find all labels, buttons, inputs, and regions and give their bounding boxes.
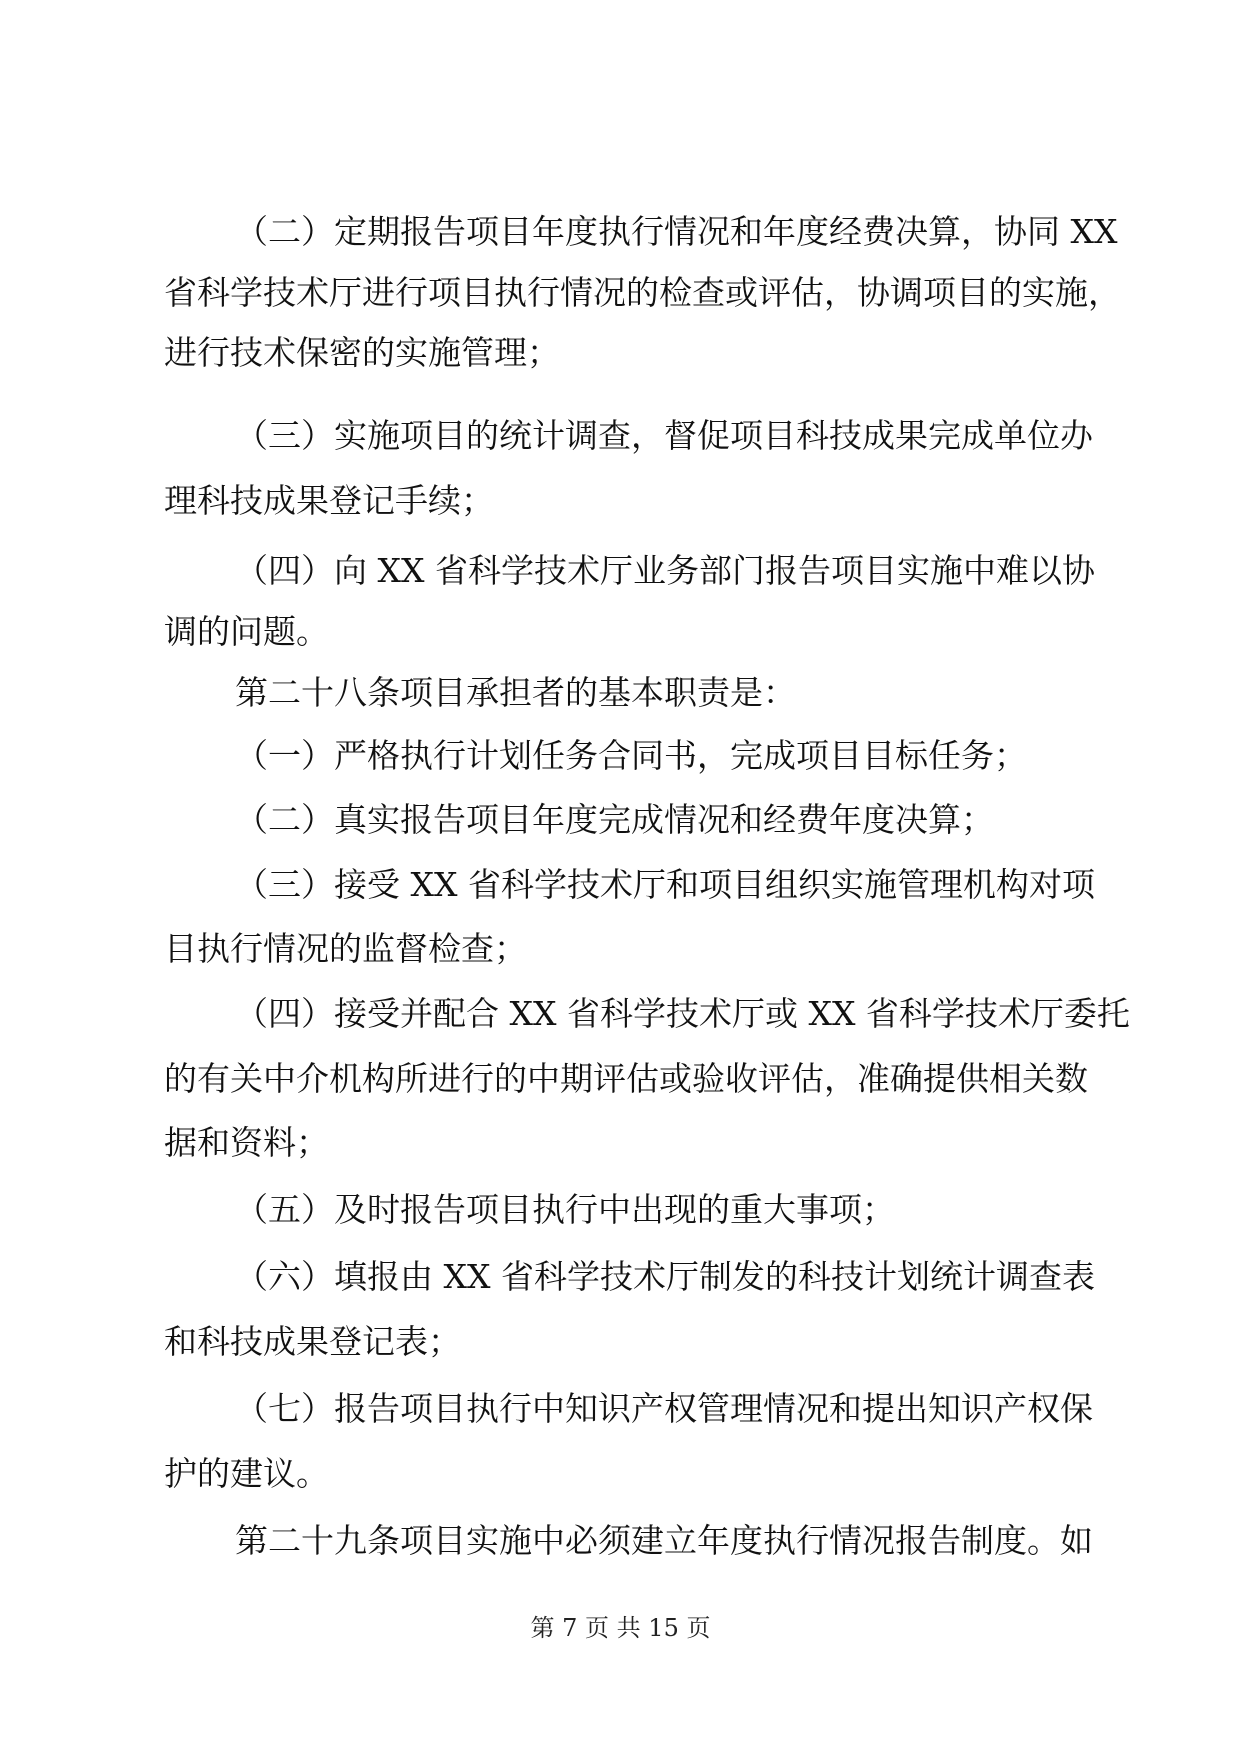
text-line-20: 护的建议。 <box>164 1454 329 1493</box>
text-line-14: 的有关中介机构所进行的中期评估或验收评估，准确提供相关数 <box>164 1059 1088 1098</box>
article-29-heading: 第二十九条项目实施中必须建立年度执行情况报告制度。如 <box>235 1521 1093 1560</box>
text-line-3: 进行技术保密的实施管理； <box>164 333 560 372</box>
text-line-4: （三）实施项目的统计调查，督促项目科技成果完成单位办 <box>235 416 1093 455</box>
page-footer: 第 7 页 共 15 页 <box>530 1614 711 1642</box>
text-line-7: 调的问题。 <box>164 612 329 651</box>
text-line-10: （二）真实报告项目年度完成情况和经费年度决算； <box>235 800 994 839</box>
text-line-15: 据和资料； <box>164 1123 329 1162</box>
text-line-6: （四）向 XX 省科学技术厅业务部门报告项目实施中难以协 <box>235 551 1095 590</box>
text-line-18: 和科技成果登记表； <box>164 1322 461 1361</box>
text-line-2: 省科学技术厅进行项目执行情况的检查或评估，协调项目的实施， <box>164 273 1121 312</box>
text-line-17: （六）填报由 XX 省科学技术厅制发的科技计划统计调查表 <box>235 1257 1095 1296</box>
text-line-11: （三）接受 XX 省科学技术厅和项目组织实施管理机构对项 <box>235 865 1095 904</box>
text-line-13: （四）接受并配合 XX 省科学技术厅或 XX 省科学技术厅委托 <box>235 994 1130 1033</box>
text-line-9: （一）严格执行计划任务合同书，完成项目目标任务； <box>235 736 1027 775</box>
text-line-5: 理科技成果登记手续； <box>164 481 494 520</box>
text-line-16: （五）及时报告项目执行中出现的重大事项； <box>235 1190 895 1229</box>
text-line-1: （二）定期报告项目年度执行情况和年度经费决算，协同 XX <box>235 212 1118 251</box>
article-28-heading: 第二十八条项目承担者的基本职责是： <box>235 673 796 712</box>
text-line-12: 目执行情况的监督检查； <box>164 929 527 968</box>
text-line-19: （七）报告项目执行中知识产权管理情况和提出知识产权保 <box>235 1389 1093 1428</box>
